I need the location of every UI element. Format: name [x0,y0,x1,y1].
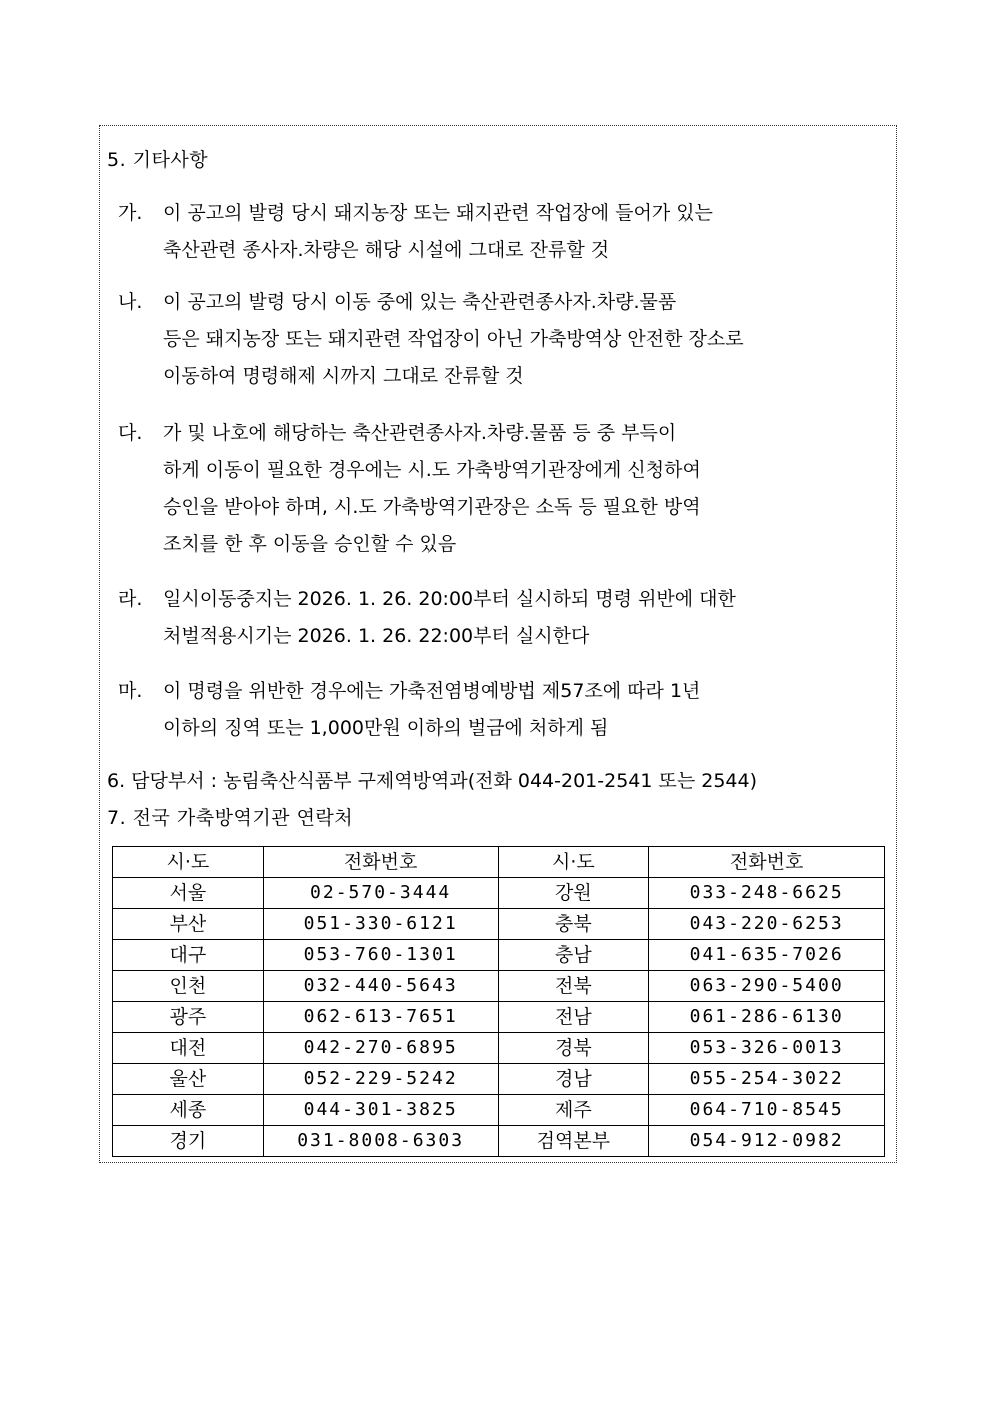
phone-number-cell: 044-301-3825 [263,1095,498,1126]
header-region: 시·도 [113,847,264,878]
region-cell: 서울 [113,878,264,909]
phone-number-cell: 041-635-7026 [649,940,885,971]
region-cell: 강원 [498,878,649,909]
region-cell: 경북 [498,1033,649,1064]
table-header-row [113,847,885,878]
quarantine-contacts-table [112,846,885,1157]
section-6-contact-department: 6. 담당부서 : 농림축산식품부 구제역방역과(전화 044-201-2541 또는 2544) [107,770,758,792]
item-marker: 가. [118,202,143,224]
phone-number-cell: 042-270-6895 [263,1033,498,1064]
item-line: 하게 이동이 필요한 경우에는 시.도 가축방역기관장에게 신청하여 [163,459,701,481]
item-line: 등은 돼지농장 또는 돼지관련 작업장이 아닌 가축방역상 안전한 장소로 [163,328,744,350]
phone-number-cell: 061-286-6130 [649,1002,885,1033]
table-row [113,1002,885,1033]
item-line: 이 공고의 발령 당시 돼지농장 또는 돼지관련 작업장에 들어가 있는 [163,202,713,224]
item-line: 축산관련 종사자.차량은 해당 시설에 그대로 잔류할 것 [163,239,610,261]
section-5-title: 5. 기타사항 [107,149,209,171]
phone-number-cell: 054-912-0982 [649,1126,885,1157]
phone-number-cell: 052-229-5242 [263,1064,498,1095]
item-marker: 라. [118,588,143,610]
region-cell: 대전 [113,1033,264,1064]
table-row [113,971,885,1002]
table-row [113,1033,885,1064]
phone-number-cell: 062-613-7651 [263,1002,498,1033]
region-cell: 전남 [498,1002,649,1033]
region-cell: 울산 [113,1064,264,1095]
header-region: 시·도 [498,847,649,878]
item-line: 조치를 한 후 이동을 승인할 수 있음 [163,533,457,555]
region-cell: 경기 [113,1126,264,1157]
item-line: 이하의 징역 또는 1,000만원 이하의 벌금에 처하게 됨 [163,717,609,739]
phone-number-cell: 033-248-6625 [649,878,885,909]
item-line: 이 공고의 발령 당시 이동 중에 있는 축산관련종사자.차량.물품 [163,291,677,313]
item-line: 이 명령을 위반한 경우에는 가축전염병예방법 제57조에 따라 1년 [163,680,701,702]
phone-number-cell: 064-710-8545 [649,1095,885,1126]
table-row [113,878,885,909]
region-cell: 인천 [113,971,264,1002]
item-marker: 나. [118,291,143,313]
phone-number-cell: 055-254-3022 [649,1064,885,1095]
phone-number-cell: 053-760-1301 [263,940,498,971]
table-row [113,1095,885,1126]
region-cell: 세종 [113,1095,264,1126]
phone-number-cell: 051-330-6121 [263,909,498,940]
region-cell: 경남 [498,1064,649,1095]
phone-number-cell: 02-570-3444 [263,878,498,909]
table-row [113,1064,885,1095]
phone-number-cell: 032-440-5643 [263,971,498,1002]
table-row [113,909,885,940]
phone-number-cell: 043-220-6253 [649,909,885,940]
table-row [113,1126,885,1157]
item-line: 승인을 받아야 하며, 시.도 가축방역기관장은 소독 등 필요한 방역 [163,496,701,518]
region-cell: 검역본부 [498,1126,649,1157]
item-marker: 다. [118,422,143,444]
phone-number-cell: 053-326-0013 [649,1033,885,1064]
header-phone: 전화번호 [649,847,885,878]
region-cell: 대구 [113,940,264,971]
section-7-title: 7. 전국 가축방역기관 연락처 [107,807,354,829]
region-cell: 충남 [498,940,649,971]
item-line: 일시이동중지는 2026. 1. 26. 20:00부터 실시하되 명령 위반에 대한 [163,588,736,610]
item-line: 처벌적용시기는 2026. 1. 26. 22:00부터 실시한다 [163,625,590,647]
header-phone: 전화번호 [263,847,498,878]
table-row [113,940,885,971]
item-line: 가 및 나호에 해당하는 축산관련종사자.차량.물품 등 중 부득이 [163,422,677,444]
item-marker: 마. [118,680,143,702]
phone-number-cell: 031-8008-6303 [263,1126,498,1157]
region-cell: 충북 [498,909,649,940]
region-cell: 전북 [498,971,649,1002]
region-cell: 광주 [113,1002,264,1033]
region-cell: 제주 [498,1095,649,1126]
region-cell: 부산 [113,909,264,940]
item-line: 이동하여 명령해제 시까지 그대로 잔류할 것 [163,365,524,387]
phone-number-cell: 063-290-5400 [649,971,885,1002]
